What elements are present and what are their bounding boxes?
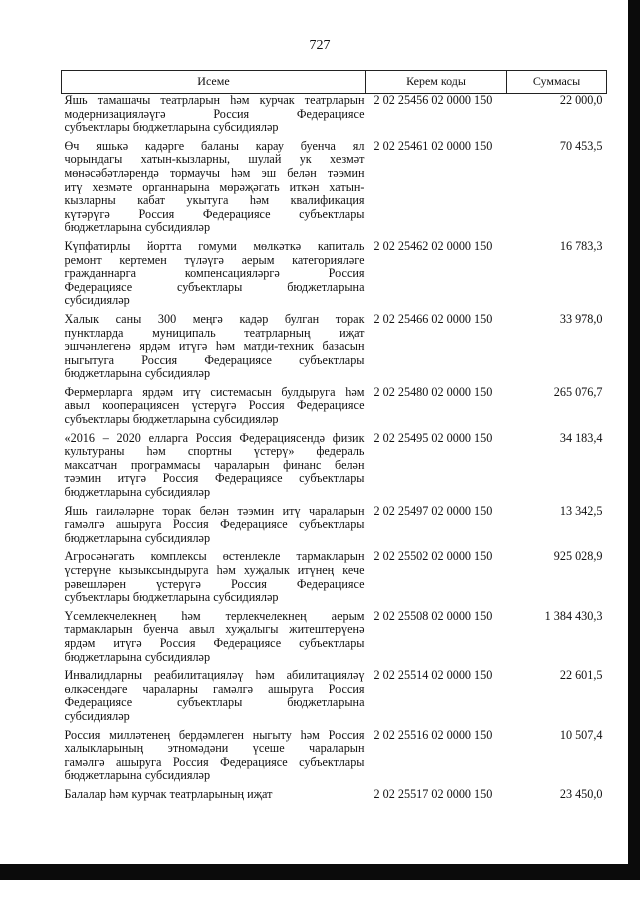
row-name <box>62 505 366 551</box>
header-code: Керем коды <box>366 71 507 94</box>
row-sum: 33 978,0 <box>559 311 603 326</box>
row-code: 2 02 25516 02 0000 150 <box>373 727 493 742</box>
row-name-line: Өч яшькә кадәрге баланы карау буенча ял <box>64 138 365 153</box>
row-name-line: бюджетларына субсидияләр <box>64 768 211 783</box>
row-name-line: культураны һәм спортны үстерү» федераль <box>64 444 365 459</box>
row-sum: 16 783,3 <box>559 238 603 253</box>
row-code: 2 02 25466 02 0000 150 <box>373 311 493 326</box>
row-code: 2 02 25495 02 0000 150 <box>373 430 493 445</box>
row-name-line: мөнәсәбәтләрендә тормаучы һәм эш белән тәэмин <box>64 165 365 180</box>
row-name-line: өлкәсендәге чараларны гамәлгә ашыруга Россия <box>64 681 365 696</box>
row-name <box>62 788 366 807</box>
row-name-line: Күпфатирлы йортта гомуми мөлкәткә капиталь <box>64 238 365 253</box>
row-code: 2 02 25517 02 0000 150 <box>373 786 493 801</box>
row-name-line: Россия милләтенең бердәмлеген ныгыту һәм Россия <box>64 727 365 742</box>
row-name-line: чорындагы хатын-кызларны, шулай ук хезмәт <box>64 152 365 167</box>
header-name: Исеме <box>62 71 366 94</box>
table-row <box>62 240 607 313</box>
row-sum: 22 601,5 <box>559 668 603 683</box>
row-name-line: Халык саны 300 меңгә кадәр булган торак <box>64 311 365 326</box>
row-code: 2 02 25508 02 0000 150 <box>373 608 493 623</box>
row-name-line: бюджетларына субсидияләр <box>64 366 211 381</box>
row-name <box>62 669 366 728</box>
row-name-line: ремонт кертемен түләүгә аерым категорияләге <box>64 252 365 267</box>
row-name-line: ярдәм итүгә Россия Федерациясе субъектлары <box>64 635 365 650</box>
row-name-line: Яшь гаиләләрне торак белән тәэмин итү чараларын <box>64 503 365 518</box>
row-code: 2 02 25461 02 0000 150 <box>373 138 493 153</box>
table-row <box>62 788 607 807</box>
row-code: 2 02 25462 02 0000 150 <box>373 238 493 253</box>
row-name-line: субсидияләр <box>64 708 130 723</box>
row-name-line: Балалар һәм курчак театрларының иҗат <box>64 786 273 801</box>
row-name-line: гражданнарга компенсацияләргә Россия <box>64 266 365 281</box>
table-row <box>62 313 607 386</box>
row-name-line: бюджетларына субсидияләр <box>64 649 211 664</box>
row-sum: 34 183,4 <box>559 430 603 445</box>
row-name-line: субсидияләр <box>64 293 130 308</box>
row-name-line: күтәрүгә Россия Федерациясе субъектлары <box>64 206 365 221</box>
row-name-line: тармакларын буенча авыл хуҗалыгы житештерүенә <box>64 622 365 637</box>
page-number: 727 <box>309 38 331 53</box>
row-name-line: Үсемлекчелекнең һәм терлекчелекнең аерым <box>64 608 365 623</box>
row-sum: 22 000,0 <box>559 93 603 107</box>
row-name-line: Яшь тамашачы театрларын һәм курчак театрларын <box>64 93 365 107</box>
row-code: 2 02 25480 02 0000 150 <box>373 384 493 399</box>
row-name-line: гамәлгә ашыруга Россия Федерациясе субъектлары <box>64 754 365 769</box>
row-name-line: субъектлары бюджетларына субсидияләр <box>64 412 279 427</box>
row-name-line: бюджетларына субсидияләр <box>64 485 211 500</box>
table-header-row <box>62 71 607 94</box>
row-name <box>62 610 366 669</box>
row-sum: 13 342,5 <box>559 503 603 518</box>
row-name-line: халыкларының этномәдәни үсеше чараларын <box>64 741 365 756</box>
row-name <box>62 729 366 788</box>
row-name <box>62 140 366 240</box>
row-code: 2 02 25456 02 0000 150 <box>373 93 493 107</box>
row-name <box>62 313 366 386</box>
row-name-line: субъектлары бюджетларына субсидияләр <box>64 120 279 135</box>
table-row <box>62 140 607 240</box>
table-row <box>62 94 607 140</box>
row-name-line: пунктларда муниципаль театрларның иҗат <box>64 325 365 340</box>
row-name-line: итү хезмәте органнарына мөрәҗәгать иткән хатын- <box>64 179 365 194</box>
row-name-line: авыл кооперациясен үстерүгә Россия Федерациясе <box>64 398 365 413</box>
row-name-line: гамәлгә ашыруга Россия Федерациясе субъектлары <box>64 517 365 532</box>
row-name-line: эшчәнлегенә ярдәм итүгә һәм матди-техник базасын <box>64 339 365 354</box>
row-name-line: Инвалидларны реабилитацияләү һәм абилитацияләү <box>64 668 365 683</box>
row-name-line: Федерациясе субъектлары бюджетларына <box>64 279 365 294</box>
table-row <box>62 669 607 728</box>
table-row <box>62 432 607 505</box>
scan-border-bottom <box>0 864 640 880</box>
row-name-line: үстерүне кызыксындыруга һәм хуҗалык итүнең кече <box>64 563 365 577</box>
row-name <box>62 550 366 609</box>
row-name-line: субъектлары бюджетларына субсидияләр <box>64 590 279 605</box>
row-name-line: бюджетларына субсидияләр <box>64 220 211 235</box>
row-code: 2 02 25514 02 0000 150 <box>373 668 493 683</box>
row-sum: 10 507,4 <box>559 727 603 742</box>
row-name-line: рәвешләрен үстерүгә Россия Федерациясе <box>64 576 365 591</box>
row-name-line: модернизацияләүгә Россия Федерациясе <box>64 106 365 121</box>
table-row <box>62 729 607 788</box>
row-name-line: «2016 – 2020 елларга Россия Федерациясендә физик <box>64 430 365 445</box>
row-name <box>62 432 366 505</box>
row-name-line: Агросәнәгать комплексы өстенлекле тармакларын <box>64 549 365 564</box>
table-row <box>62 505 607 551</box>
table-row <box>62 610 607 669</box>
row-name <box>62 94 366 140</box>
row-name <box>62 386 366 432</box>
header-sum: Суммасы <box>507 71 607 94</box>
scan-border-right <box>628 0 640 880</box>
row-code: 2 02 25502 02 0000 150 <box>373 549 493 564</box>
row-sum: 1 384 430,3 <box>544 608 603 623</box>
row-name-line: кызларны кабат укытуга һәм квалификация <box>64 193 365 208</box>
row-sum: 23 450,0 <box>559 786 603 801</box>
row-name-line: тәэмин итүгә Россия Федерациясе субъектлары <box>64 471 365 486</box>
row-sum: 925 028,9 <box>553 549 603 564</box>
row-name <box>62 240 366 313</box>
row-name-line: бюджетларына субсидияләр <box>64 530 211 545</box>
row-name-line: ныгытуга Россия Федерациясе субъектлары <box>64 352 365 367</box>
row-name-line: Федерациясе субъектлары бюджетларына <box>64 695 365 710</box>
table-row <box>62 386 607 432</box>
budget-table <box>61 70 607 807</box>
row-name-line: максатчан программасы чараларын финанс белән <box>64 457 365 472</box>
row-code: 2 02 25497 02 0000 150 <box>373 503 493 518</box>
table-row <box>62 550 607 609</box>
row-sum: 265 076,7 <box>553 384 603 399</box>
row-name-line: Фермерларга ярдәм итү системасын булдыруга һәм <box>64 384 365 399</box>
row-sum: 70 453,5 <box>559 138 603 153</box>
